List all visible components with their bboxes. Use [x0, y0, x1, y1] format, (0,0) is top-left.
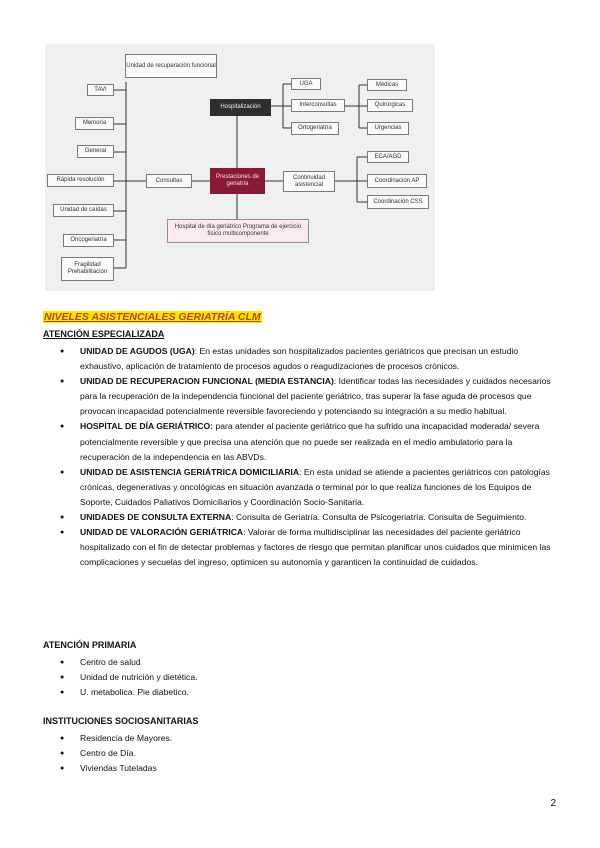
box-hospitalizacion: Hospitalización	[210, 99, 271, 116]
item-term: UNIDAD DE ASISTENCIA GERIÁTRICA DOMICILIARIA	[80, 466, 300, 477]
item-term: UNIDAD DE VALORACIÓN GERIÁTRICA	[80, 527, 244, 538]
page-number: 2	[550, 798, 556, 809]
item-term: UNIDAD DE AGUDOS (UGA)	[80, 346, 195, 356]
box-quirurgicas: Quirúrgicas	[367, 99, 413, 112]
item-term: UNIDADES DE CONSULTA EXTERNA	[80, 512, 232, 523]
box-ortogeriatria: Ortogeriatría	[291, 122, 339, 135]
list-item: ● Centro de Día.	[60, 746, 560, 761]
box-general: General	[77, 145, 114, 158]
item-term: HOSPITAL DE DÍA GERIÁTRICO:	[80, 421, 214, 432]
list-item	[60, 344, 560, 374]
box-oncogeriatria: Oncogeriatría	[63, 234, 114, 247]
list-item	[60, 525, 560, 570]
especializada-list	[60, 344, 560, 570]
item-text: : Valorar de forma multidisciplinar las necesidades del paciente geriátrico hospitalizado con el fin de detectar problemas y factores de riesgo que permitan planificar unos cuidados que minimicen las complicaciones y secuelas del ingreso, optimicen su autonomía y garanticen la continuidad de cuidados.	[80, 527, 551, 568]
care-levels-diagram	[45, 44, 435, 291]
box-continuidad-asistencial: Continuidad asistencial	[283, 171, 335, 192]
box-recuperacion-funcional: Unidad de recuperación funcional	[125, 54, 217, 78]
box-coordinacion-ap: Coordinación AP	[367, 174, 427, 188]
sociosanitarias-list	[60, 731, 560, 776]
heading-atencion-especializada: ATENCIÓN ESPECIALIZADA	[43, 329, 165, 339]
list-item: ● Unidad de nutrición y dietética.	[60, 670, 560, 685]
list-item: ● Viviendas Tuteladas	[60, 761, 560, 776]
list-item: ● Residencia de Mayores.	[60, 731, 560, 746]
box-rapida-resolucion: Rápida resolución	[47, 174, 114, 187]
box-uga: UGA	[291, 78, 321, 90]
list-item: ● Centro de salud	[60, 655, 560, 670]
box-consultas: Consultas	[146, 174, 192, 188]
item-text: : Identificar todas las necesidades y cuidados necesarios para la recuperación de la independencia funcional del paciente geriátrico, tras superar la fase aguda de procesos que provocan incapacidad potencialmente reversible favoreciendo y potenciando su integración a su medio habitual.	[80, 376, 551, 417]
box-tavi: TAVI	[87, 84, 114, 96]
box-hospital-dia: Hospital de día geriátrico Programa de ejercicio físico multicomponente	[167, 219, 309, 243]
box-fragilidad: Fragilidad Prehabilitación	[61, 257, 114, 281]
page-title: NIVELES ASISTENCIALES GERIATRÍA CLM	[44, 311, 261, 323]
list-item	[60, 510, 560, 525]
list-item: ● U. metabolica. Pie diabetico.	[60, 685, 560, 700]
list-item	[60, 419, 560, 464]
box-interconsultas: Interconsultas	[291, 99, 345, 112]
list-item	[60, 374, 560, 419]
box-unidad-caidas: Unidad de caídas	[53, 204, 114, 217]
box-urgencias: Urgencias	[367, 122, 409, 135]
item-text: para atender al paciente geriátrico que ha sufrido una incapacidad moderada/ severa potencialmente reversible y que precisa una atención que no puede ser realizada en el medio ambulatorio para la recuperación de la independencia en las ABVDs.	[80, 421, 540, 462]
item-text: : En estas unidades son hospitalizados pacientes geriátricos que precisan un estudio exhaustivo, aplicación de tratamiento de procesos agudos o reagudizaciones de procesos crónicos.	[80, 346, 519, 372]
list-item	[60, 465, 560, 510]
heading-atencion-primaria: ATENCIÓN PRIMARIA	[43, 640, 137, 650]
item-text: : En esta unidad se atiende a pacientes geriátricos con patologías crónicas, degenerativas y oncológicas en situación avanzada o terminal por lo que realiza funciones de los Equipos de Soporte, Cuidados Paliativos Domiciliarios y Coordinación Socio-Sanitaria.	[80, 466, 550, 507]
box-eca-agd: ECA/AGD	[367, 151, 409, 163]
box-prestaciones-geriatria: Prestaciones de geriatría	[210, 168, 265, 194]
heading-instituciones-sociosanitarias: INSTITUCIONES SOCIOSANITARIAS	[43, 716, 199, 726]
item-term: UNIDAD DE RECUPERACION FUNCIONAL (MEDIA ESTANCIA)	[80, 376, 334, 387]
primaria-list	[60, 655, 560, 700]
item-text: : Consulta de Geriatría. Consulta de Psicogeriatría. Consulta de Seguimiento.	[231, 512, 527, 523]
box-memoria: Memoria	[75, 117, 114, 130]
box-coordinacion-css: Coordinación CSS	[367, 195, 429, 209]
box-medicas: Médicas	[367, 79, 407, 91]
